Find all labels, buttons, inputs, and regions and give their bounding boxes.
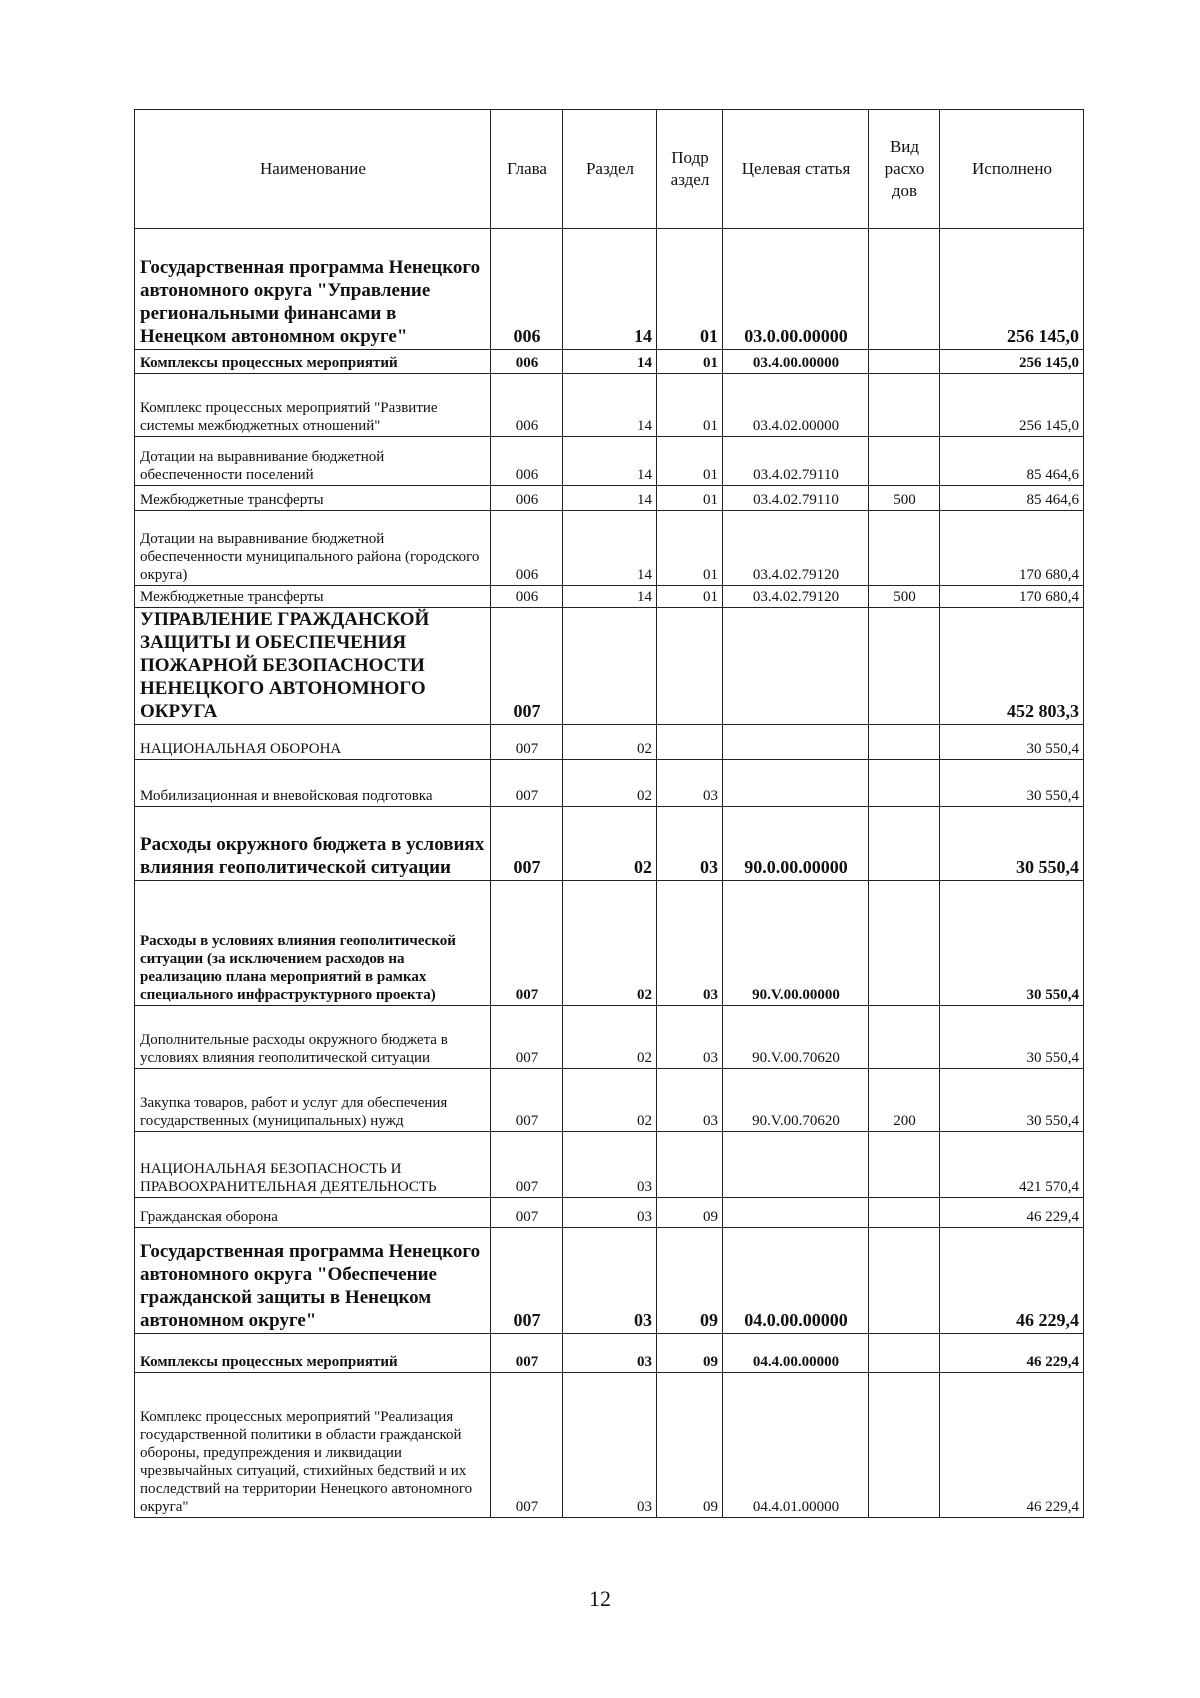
- cell-glava: 007: [491, 760, 563, 807]
- cell-statya: 03.4.02.00000: [723, 374, 869, 437]
- table-row: [135, 807, 1084, 881]
- table-row: [135, 1198, 1084, 1228]
- cell-ispolneno: 46 229,4: [940, 1334, 1084, 1373]
- cell-name: Государственная программа Ненецкого автономного округа "Обеспечение гражданской защиты в Ненецком автономном округе": [135, 1228, 491, 1334]
- cell-statya: [723, 608, 869, 725]
- cell-statya: 03.4.02.79110: [723, 437, 869, 486]
- cell-razdel: 02: [563, 760, 657, 807]
- cell-name: Межбюджетные трансферты: [135, 586, 491, 608]
- cell-podrazdel: 01: [657, 374, 723, 437]
- table-row: [135, 1373, 1084, 1518]
- table-row: [135, 350, 1084, 374]
- cell-glava: 006: [491, 586, 563, 608]
- cell-podrazdel: 03: [657, 807, 723, 881]
- cell-podrazdel: 01: [657, 486, 723, 511]
- cell-razdel: 02: [563, 807, 657, 881]
- cell-podrazdel: 01: [657, 437, 723, 486]
- cell-glava: 006: [491, 486, 563, 511]
- cell-vid: 500: [869, 586, 940, 608]
- cell-name: Дотации на выравнивание бюджетной обеспеченности муниципального района (городского округа): [135, 511, 491, 586]
- cell-razdel: [563, 608, 657, 725]
- cell-glava: 007: [491, 807, 563, 881]
- cell-razdel: 14: [563, 486, 657, 511]
- cell-vid: [869, 511, 940, 586]
- cell-vid: [869, 374, 940, 437]
- cell-podrazdel: 03: [657, 1069, 723, 1132]
- header-ispolneno: Исполнено: [940, 110, 1084, 229]
- cell-podrazdel: 01: [657, 229, 723, 350]
- cell-ispolneno: 30 550,4: [940, 760, 1084, 807]
- table-row: [135, 1069, 1084, 1132]
- cell-podrazdel: 01: [657, 586, 723, 608]
- cell-statya: 90.V.00.00000: [723, 881, 869, 1006]
- header-vid: Вид расхо дов: [869, 110, 940, 229]
- cell-razdel: 14: [563, 229, 657, 350]
- table-row: [135, 1334, 1084, 1373]
- cell-razdel: 14: [563, 586, 657, 608]
- header-razdel: Раздел: [563, 110, 657, 229]
- cell-ispolneno: 452 803,3: [940, 608, 1084, 725]
- cell-statya: 03.4.02.79110: [723, 486, 869, 511]
- cell-ispolneno: 30 550,4: [940, 1006, 1084, 1069]
- cell-podrazdel: 01: [657, 350, 723, 374]
- cell-razdel: 02: [563, 1069, 657, 1132]
- cell-vid: 500: [869, 486, 940, 511]
- cell-razdel: 03: [563, 1228, 657, 1334]
- table-row: [135, 229, 1084, 350]
- cell-name: Государственная программа Ненецкого автономного округа "Управление региональными финансами в Ненецком автономном округе": [135, 229, 491, 350]
- cell-razdel: 03: [563, 1373, 657, 1518]
- cell-glava: 007: [491, 725, 563, 760]
- cell-glava: 007: [491, 1373, 563, 1518]
- cell-razdel: 03: [563, 1132, 657, 1198]
- cell-statya: 04.4.01.00000: [723, 1373, 869, 1518]
- cell-statya: 90.V.00.70620: [723, 1006, 869, 1069]
- cell-razdel: 14: [563, 437, 657, 486]
- cell-glava: 007: [491, 1228, 563, 1334]
- table-row: [135, 511, 1084, 586]
- cell-statya: 04.4.00.00000: [723, 1334, 869, 1373]
- header-name: Наименование: [135, 110, 491, 229]
- cell-name: Межбюджетные трансферты: [135, 486, 491, 511]
- cell-vid: 200: [869, 1069, 940, 1132]
- cell-vid: [869, 350, 940, 374]
- header-glava: Глава: [491, 110, 563, 229]
- cell-podrazdel: 09: [657, 1334, 723, 1373]
- cell-statya: 03.4.00.00000: [723, 350, 869, 374]
- cell-vid: [869, 1198, 940, 1228]
- cell-statya: [723, 725, 869, 760]
- table-row: [135, 586, 1084, 608]
- cell-glava: 006: [491, 229, 563, 350]
- cell-podrazdel: [657, 1132, 723, 1198]
- table-row: [135, 486, 1084, 511]
- cell-vid: [869, 1373, 940, 1518]
- cell-glava: 006: [491, 374, 563, 437]
- table-row: [135, 1006, 1084, 1069]
- cell-name: Дотации на выравнивание бюджетной обеспеченности поселений: [135, 437, 491, 486]
- cell-ispolneno: 30 550,4: [940, 807, 1084, 881]
- cell-name: НАЦИОНАЛЬНАЯ БЕЗОПАСНОСТЬ И ПРАВООХРАНИТЕЛЬНАЯ ДЕЯТЕЛЬНОСТЬ: [135, 1132, 491, 1198]
- cell-statya: 03.4.02.79120: [723, 511, 869, 586]
- table-row: [135, 608, 1084, 725]
- cell-statya: 90.V.00.70620: [723, 1069, 869, 1132]
- cell-razdel: 14: [563, 374, 657, 437]
- cell-ispolneno: 256 145,0: [940, 350, 1084, 374]
- cell-statya: 03.4.02.79120: [723, 586, 869, 608]
- table-row: [135, 437, 1084, 486]
- cell-statya: 90.0.00.00000: [723, 807, 869, 881]
- cell-podrazdel: 01: [657, 511, 723, 586]
- cell-vid: [869, 229, 940, 350]
- page-number: 12: [589, 1586, 611, 1611]
- cell-name: НАЦИОНАЛЬНАЯ ОБОРОНА: [135, 725, 491, 760]
- table-row: [135, 374, 1084, 437]
- cell-ispolneno: 46 229,4: [940, 1228, 1084, 1334]
- cell-name: Расходы в условиях влияния геополитической ситуации (за исключением расходов на реализацию плана мероприятий в рамках специального инфраструктурного проекта): [135, 881, 491, 1006]
- header-statya: Целевая статья: [723, 110, 869, 229]
- cell-name: Комплекс процессных мероприятий "Развитие системы межбюджетных отношений": [135, 374, 491, 437]
- cell-glava: 007: [491, 1334, 563, 1373]
- cell-vid: [869, 881, 940, 1006]
- cell-name: Мобилизационная и вневойсковая подготовка: [135, 760, 491, 807]
- cell-glava: 007: [491, 1198, 563, 1228]
- cell-vid: [869, 1334, 940, 1373]
- cell-name: Комплекс процессных мероприятий "Реализация государственной политики в области гражданской обороны, предупреждения и ликвидации чрезвычайных ситуаций, стихийных бедствий и их последствий на территории Ненецкого автономного округа": [135, 1373, 491, 1518]
- cell-ispolneno: 85 464,6: [940, 437, 1084, 486]
- cell-ispolneno: 421 570,4: [940, 1132, 1084, 1198]
- table-row: [135, 1132, 1084, 1198]
- cell-name: Комплексы процессных мероприятий: [135, 350, 491, 374]
- cell-ispolneno: 30 550,4: [940, 725, 1084, 760]
- cell-vid: [869, 725, 940, 760]
- cell-razdel: 14: [563, 350, 657, 374]
- cell-razdel: 14: [563, 511, 657, 586]
- cell-vid: [869, 1228, 940, 1334]
- cell-vid: [869, 1006, 940, 1069]
- cell-glava: 007: [491, 1132, 563, 1198]
- cell-razdel: 02: [563, 725, 657, 760]
- cell-podrazdel: 09: [657, 1228, 723, 1334]
- cell-podrazdel: 03: [657, 881, 723, 1006]
- header-podrazdel: Подр аздел: [657, 110, 723, 229]
- cell-podrazdel: [657, 608, 723, 725]
- cell-glava: 007: [491, 1069, 563, 1132]
- cell-name: Закупка товаров, работ и услуг для обеспечения государственных (муниципальных) нужд: [135, 1069, 491, 1132]
- cell-name: УПРАВЛЕНИЕ ГРАЖДАНСКОЙ ЗАЩИТЫ И ОБЕСПЕЧЕНИЯ ПОЖАРНОЙ БЕЗОПАСНОСТИ НЕНЕЦКОГО АВТОНОМНОГО ОКРУГА: [135, 608, 491, 725]
- table-header-row: [135, 110, 1084, 229]
- cell-ispolneno: 85 464,6: [940, 486, 1084, 511]
- cell-razdel: 02: [563, 1006, 657, 1069]
- cell-glava: 007: [491, 881, 563, 1006]
- cell-razdel: 02: [563, 881, 657, 1006]
- cell-ispolneno: 170 680,4: [940, 511, 1084, 586]
- cell-ispolneno: 30 550,4: [940, 881, 1084, 1006]
- budget-execution-table: [134, 109, 1084, 1518]
- cell-statya: [723, 1198, 869, 1228]
- cell-razdel: 03: [563, 1198, 657, 1228]
- cell-ispolneno: 256 145,0: [940, 229, 1084, 350]
- table-row: [135, 725, 1084, 760]
- cell-ispolneno: 170 680,4: [940, 586, 1084, 608]
- cell-name: Комплексы процессных мероприятий: [135, 1334, 491, 1373]
- cell-podrazdel: 09: [657, 1373, 723, 1518]
- cell-vid: [869, 760, 940, 807]
- table-row: [135, 881, 1084, 1006]
- cell-glava: 006: [491, 437, 563, 486]
- cell-glava: 007: [491, 608, 563, 725]
- cell-podrazdel: 03: [657, 760, 723, 807]
- cell-ispolneno: 46 229,4: [940, 1373, 1084, 1518]
- cell-vid: [869, 807, 940, 881]
- cell-glava: 006: [491, 350, 563, 374]
- cell-statya: [723, 1132, 869, 1198]
- table-row: [135, 1228, 1084, 1334]
- cell-name: Дополнительные расходы окружного бюджета в условиях влияния геополитической ситуации: [135, 1006, 491, 1069]
- cell-statya: 03.0.00.00000: [723, 229, 869, 350]
- cell-statya: [723, 760, 869, 807]
- cell-vid: [869, 1132, 940, 1198]
- cell-name: Гражданская оборона: [135, 1198, 491, 1228]
- table-body: [135, 229, 1084, 1518]
- table-row: [135, 760, 1084, 807]
- cell-vid: [869, 437, 940, 486]
- cell-podrazdel: 09: [657, 1198, 723, 1228]
- cell-glava: 006: [491, 511, 563, 586]
- cell-podrazdel: 03: [657, 1006, 723, 1069]
- cell-razdel: 03: [563, 1334, 657, 1373]
- cell-podrazdel: [657, 725, 723, 760]
- cell-ispolneno: 256 145,0: [940, 374, 1084, 437]
- cell-ispolneno: 30 550,4: [940, 1069, 1084, 1132]
- cell-statya: 04.0.00.00000: [723, 1228, 869, 1334]
- cell-vid: [869, 608, 940, 725]
- cell-name: Расходы окружного бюджета в условиях влияния геополитической ситуации: [135, 807, 491, 881]
- cell-ispolneno: 46 229,4: [940, 1198, 1084, 1228]
- cell-glava: 007: [491, 1006, 563, 1069]
